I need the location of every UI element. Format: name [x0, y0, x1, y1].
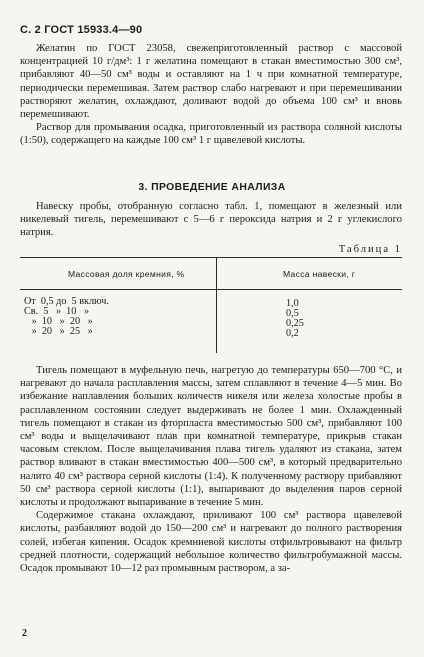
column-header-mass: Масса навески, г — [283, 269, 356, 279]
reagents-section — [20, 42, 402, 148]
section-title: 3. ПРОВЕДЕНИЕ АНАЛИЗА — [138, 182, 286, 193]
table-column-divider — [216, 257, 217, 353]
page-header: С. 2 ГОСТ 15933.4—90 — [20, 24, 143, 36]
table-row-mass: 1,0 — [286, 298, 299, 309]
table-caption: Таблица 1 — [338, 244, 402, 255]
table-header-rule — [20, 289, 402, 290]
table-row-range: Св. 5 » 10 » — [24, 306, 90, 317]
table-row-range: » 10 » 20 » — [24, 316, 93, 327]
table-row-mass: 0,5 — [286, 308, 299, 319]
paragraph-fusion: Тигель помещают в муфельную печь, нагретую до температуры 650—700 °С, и нагревают до начала расплавления массы, затем сплавляют в течение 4—5 мин. Во избежание наплавления больших количеств никеля или железа холостые пробы в расплавленном состоянии следует выдерживать не более 1 мин. Охлажденный тигель помещают в стакан из фторпласта вместимостью 500 см³, прибавляют 100 см³ воды и выщелачивают плав при комнатной температуре, прикрыв стакан часовым стеклом. После выщелачивания плава тигель удаляют из стакана, затем раствор вливают в стакан вместимостью 400—500 см³, в который предварительно налито 40 см³ раствора серной кислоты (1:4). К полученному раствору прибавляют 50 см³ раствора серной кислоты (1:1), выпаривают до выделения паров серной кислоты и продолжают выпаривание в течение 5 мин. — [20, 365, 402, 509]
table-row-mass: 0,25 — [286, 318, 304, 329]
paragraph-gelatin: Желатин по ГОСТ 23058, свежеприготовленный раствор с массовой концентрацией 10 г/дм³: 1 г желатина помещают в стакан вместимостью 300 см³, прибавляют 40—50 см³ воды и оставляют на 1 ч при комнатной температуре, периодически перемешивая. Затем раствор слабо нагревают и при перемешивании растворяют желатин, охлаждают, доливают водой до объема 100 см³ и вновь перемешивают. — [20, 43, 402, 121]
page-footer-mark: 2 — [22, 628, 27, 639]
procedure-section — [20, 364, 402, 575]
sample-mass-table — [20, 257, 402, 353]
table-top-rule — [20, 257, 402, 258]
paragraph-wash-solution: Раствор для промывания осадка, приготовленный из раствора соляной кислоты (1:50), содержащего на каждые 100 см³ 1 г щавелевой кислоты. — [20, 122, 402, 147]
paragraph-filtration: Содержимое стакана охлаждают, приливают 100 см³ раствора щавелевой кислоты, разбавляют водой до 150—200 см³ и нагревают до полного растворения солей, избегая кипения. Осадок кремниевой кислоты отфильтровывают на фильтр средней плотности, содержащий небольшое количество фильтробумажной массы. Осадок промывают 10—12 раз промывным раствором, а за- — [20, 510, 402, 575]
paragraph-sample-prep: Навеску пробы, отобранную согласно табл. 1, помещают в железный или никелевый тигель, перемешивают с 5—6 г пероксида натрия и 2 г углекислого натрия. — [20, 201, 402, 239]
column-header-silicon: Массовая доля кремния, % — [68, 269, 185, 279]
table-row-mass: 0,2 — [286, 328, 299, 339]
table-row-range: От 0,5 до 5 включ. — [24, 296, 109, 307]
table-row-range: » 20 » 25 » — [24, 326, 93, 337]
analysis-intro — [20, 200, 402, 240]
